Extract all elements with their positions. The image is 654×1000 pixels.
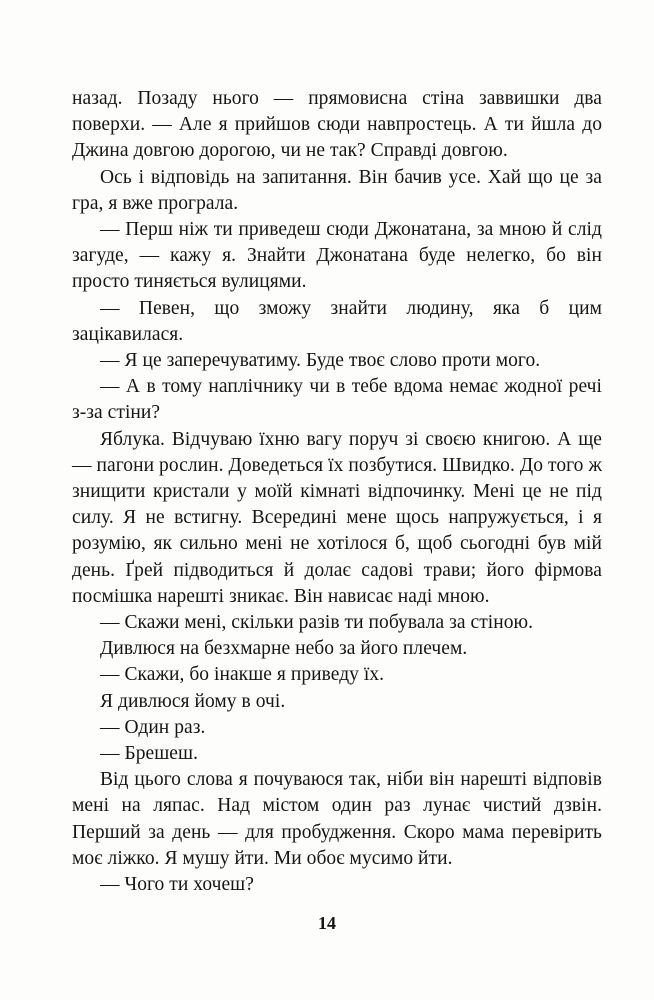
paragraph-10: — Скажи, бо інакше я приведу їх. — [100, 664, 385, 686]
paragraph-3: — Перш ніж ти приведеш сюди Джонатана, за мною й слід загуде, — кажу я. Знайти Джонатана буде нелегко, бо він просто тиняється вулицями. — [72, 219, 602, 293]
paragraph-9: Дивлюся на безхмарне небо за його плечем. — [100, 638, 468, 660]
paragraph-5: — Я це заперечуватиму. Буде твоє слово проти мого. — [100, 350, 541, 372]
paragraph-8: — Скажи мені, скільки разів ти побувала за стіною. — [100, 612, 534, 634]
paragraph-14: Від цього слова я почуваюся так, ніби він нарешті відповів мені на ляпас. Над містом один раз лунає чистий дзвін. Перший за день — для пробудження. Скоро мама перевірить моє ліжко. Я мушу йти. Ми обоє мусимо йти. — [72, 769, 602, 869]
paragraph-1: назад. Позаду нього — прямовисна стіна заввишки два поверхи. — Але я прийшов сюди навпростець. А ти йшла до Джина довгою дорогою, чи не так? Справді довгою. — [72, 88, 602, 162]
paragraph-6: — А в тому наплічнику чи в тебе вдома немає жодної речі з-за стіни? — [72, 376, 602, 424]
paragraph-11: Я дивлюся йому в очі. — [100, 690, 286, 712]
paragraph-2: Ось і відповідь на запитання. Він бачив усе. Хай що це за гра, я вже програла. — [72, 166, 602, 214]
paragraph-15: — Чого ти хочеш? — [100, 874, 254, 896]
paragraph-7: Яблука. Відчуваю їхню вагу поруч зі своєю книгою. А ще — пагони рослин. Доведеться їх позбутися. Швидко. До того ж знищити кристали у моїй кімнаті відпочинку. Мені це не під силу. Я не встигну. Всередині мене щось напружується, і я розумію, як сильно мені не хотілося б, щоб сьогодні був мій день. Ґрей підводиться й долає садові трави; його фірмова посмішка нарешті зникає. Він нависає наді мною. — [72, 428, 602, 607]
page-number: 14 — [318, 913, 336, 933]
paragraph-4: — Певен, що зможу знайти людину, яка б цим зацікавилася. — [72, 297, 602, 345]
paragraph-13: — Брешеш. — [100, 743, 198, 765]
paragraph-12: — Один раз. — [100, 716, 206, 738]
body-text — [72, 86, 602, 898]
